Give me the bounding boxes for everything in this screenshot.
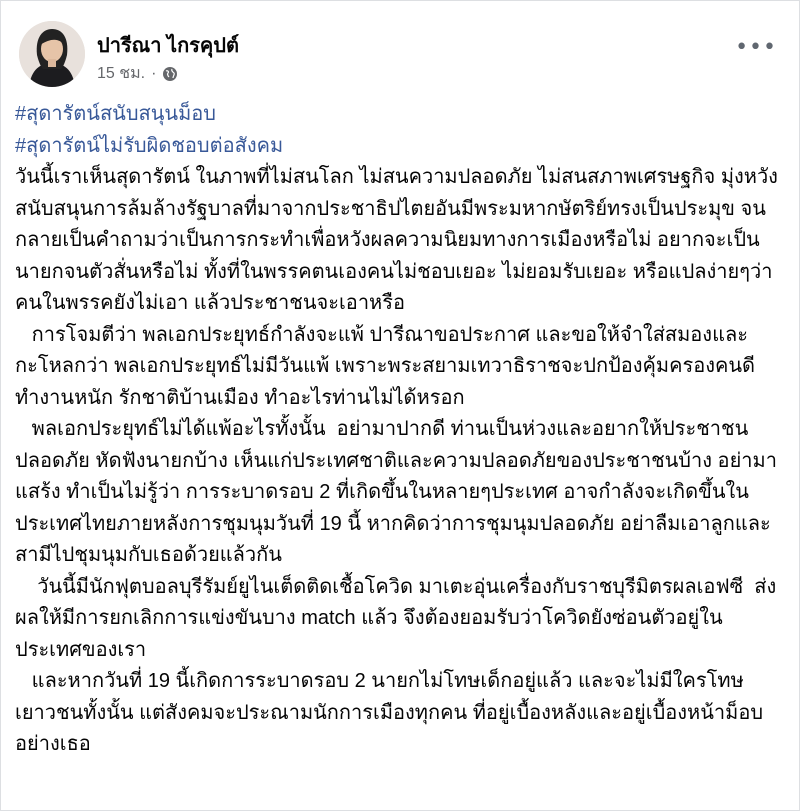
hashtag-link[interactable]: #สุดารัตน์สนับสนุนม็อบ	[15, 103, 216, 125]
post-paragraph: การโจมตีว่า พลเอกประยุทธ์กำลังจะแพ้ ปารีณาขอประกาศ และขอให้จำใส่สมองและกะโหลกว่า พลเอกประยุทธ์ไม่มีวันแพ้ เพราะพระสยามเทวาธิราชจะปกป้องคุ้มครองคนดี ทำงานหนัก รักชาติบ้านเมือง ทำอะไรท่านไม่ได้หรอก	[15, 323, 761, 409]
more-options-icon[interactable]: •••	[735, 35, 777, 60]
post-timestamp[interactable]: 15 ชม.	[97, 65, 146, 82]
post-paragraph: และหากวันที่ 19 นี้เกิดการระบาดรอบ 2 นายกไม่โทษเด็กอยู่แล้ว และจะไม่มีใครโทษเยาวชนทั้งนั้น แต่สังคมจะประณามนักการเมืองทุกคน ที่อยู่เบื้องหลังและอยู่เบื้องหน้าม็อบอย่างเธอ	[15, 670, 764, 755]
post-body	[15, 99, 785, 761]
post-header	[15, 15, 785, 95]
avatar[interactable]	[19, 21, 85, 87]
post-paragraph: พลเอกประยุทธ์ไม่ได้แพ้อะไรทั้งนั้น อย่ามาปากดี ท่านเป็นห่วงและอยากให้ประชาชนปลอดภัย หัดฟังนายกบ้าง เห็นแก่ประเทศชาติและความปลอดภัยของประชาชนบ้าง อย่ามาแสร้ง ทำเป็นไม่รู้ว่า การระบาดรอบ 2 ที่เกิดขึ้นในหลายๆประเทศ อาจกำลังจะเกิดขึ้นในประเทศไทยภายหลังการชุมนุมวันที่ 19 นี้ หากคิดว่าการชุมนุมปลอดภัย อย่าลืมเอาลูกและสามีไปชุมนุมกับเธอด้วยแล้วกัน	[15, 418, 777, 566]
post-paragraph: วันนี้มีนักฟุตบอลบุรีรัมย์ยูไนเต็ดติดเชื้อโควิด มาเตะอุ่นเครื่องกับราชบุรีมิตรผลเอฟซี ส่งผลให้มีการยกเลิกการแข่งขันบาง match แล้ว จึงต้องยอมรับว่าโควิดยังซ่อนตัวอยู่ในประเทศของเรา	[15, 575, 777, 661]
post-paragraph: วันนี้เราเห็นสุดารัตน์ ในภาพที่ไม่สนโลก ไม่สนความปลอดภัย ไม่สนสภาพเศรษฐกิจ มุ่งหวังสนับสนุนการล้มล้างรัฐบาลที่มาจากประชาธิปไตยอันมีพระมหากษัตริย์ทรงเป็นประมุข จนกลายเป็นคำถามว่าเป็นการกระทำเพื่อหวังผลความนิยมทางการเมืองหรือไม่ อยากจะเป็นนายกจนตัวสั่นหรือไม่ ทั้งที่ในพรรคตนเองคนไม่ชอบเยอะ ไม่ยอมรับเยอะ หรือแปลง่ายๆว่า คนในพรรคยังไม่เอา แล้วประชาชนจะเอาหรือ	[15, 166, 779, 314]
globe-icon[interactable]	[162, 66, 178, 82]
post-meta: 15 ชม. ·	[97, 61, 178, 86]
hashtag-link[interactable]: #สุดารัตน์ไม่รับผิดชอบต่อสังคม	[15, 134, 284, 157]
author-name[interactable]: ปารีณา ไกรคุปต์	[97, 35, 239, 57]
